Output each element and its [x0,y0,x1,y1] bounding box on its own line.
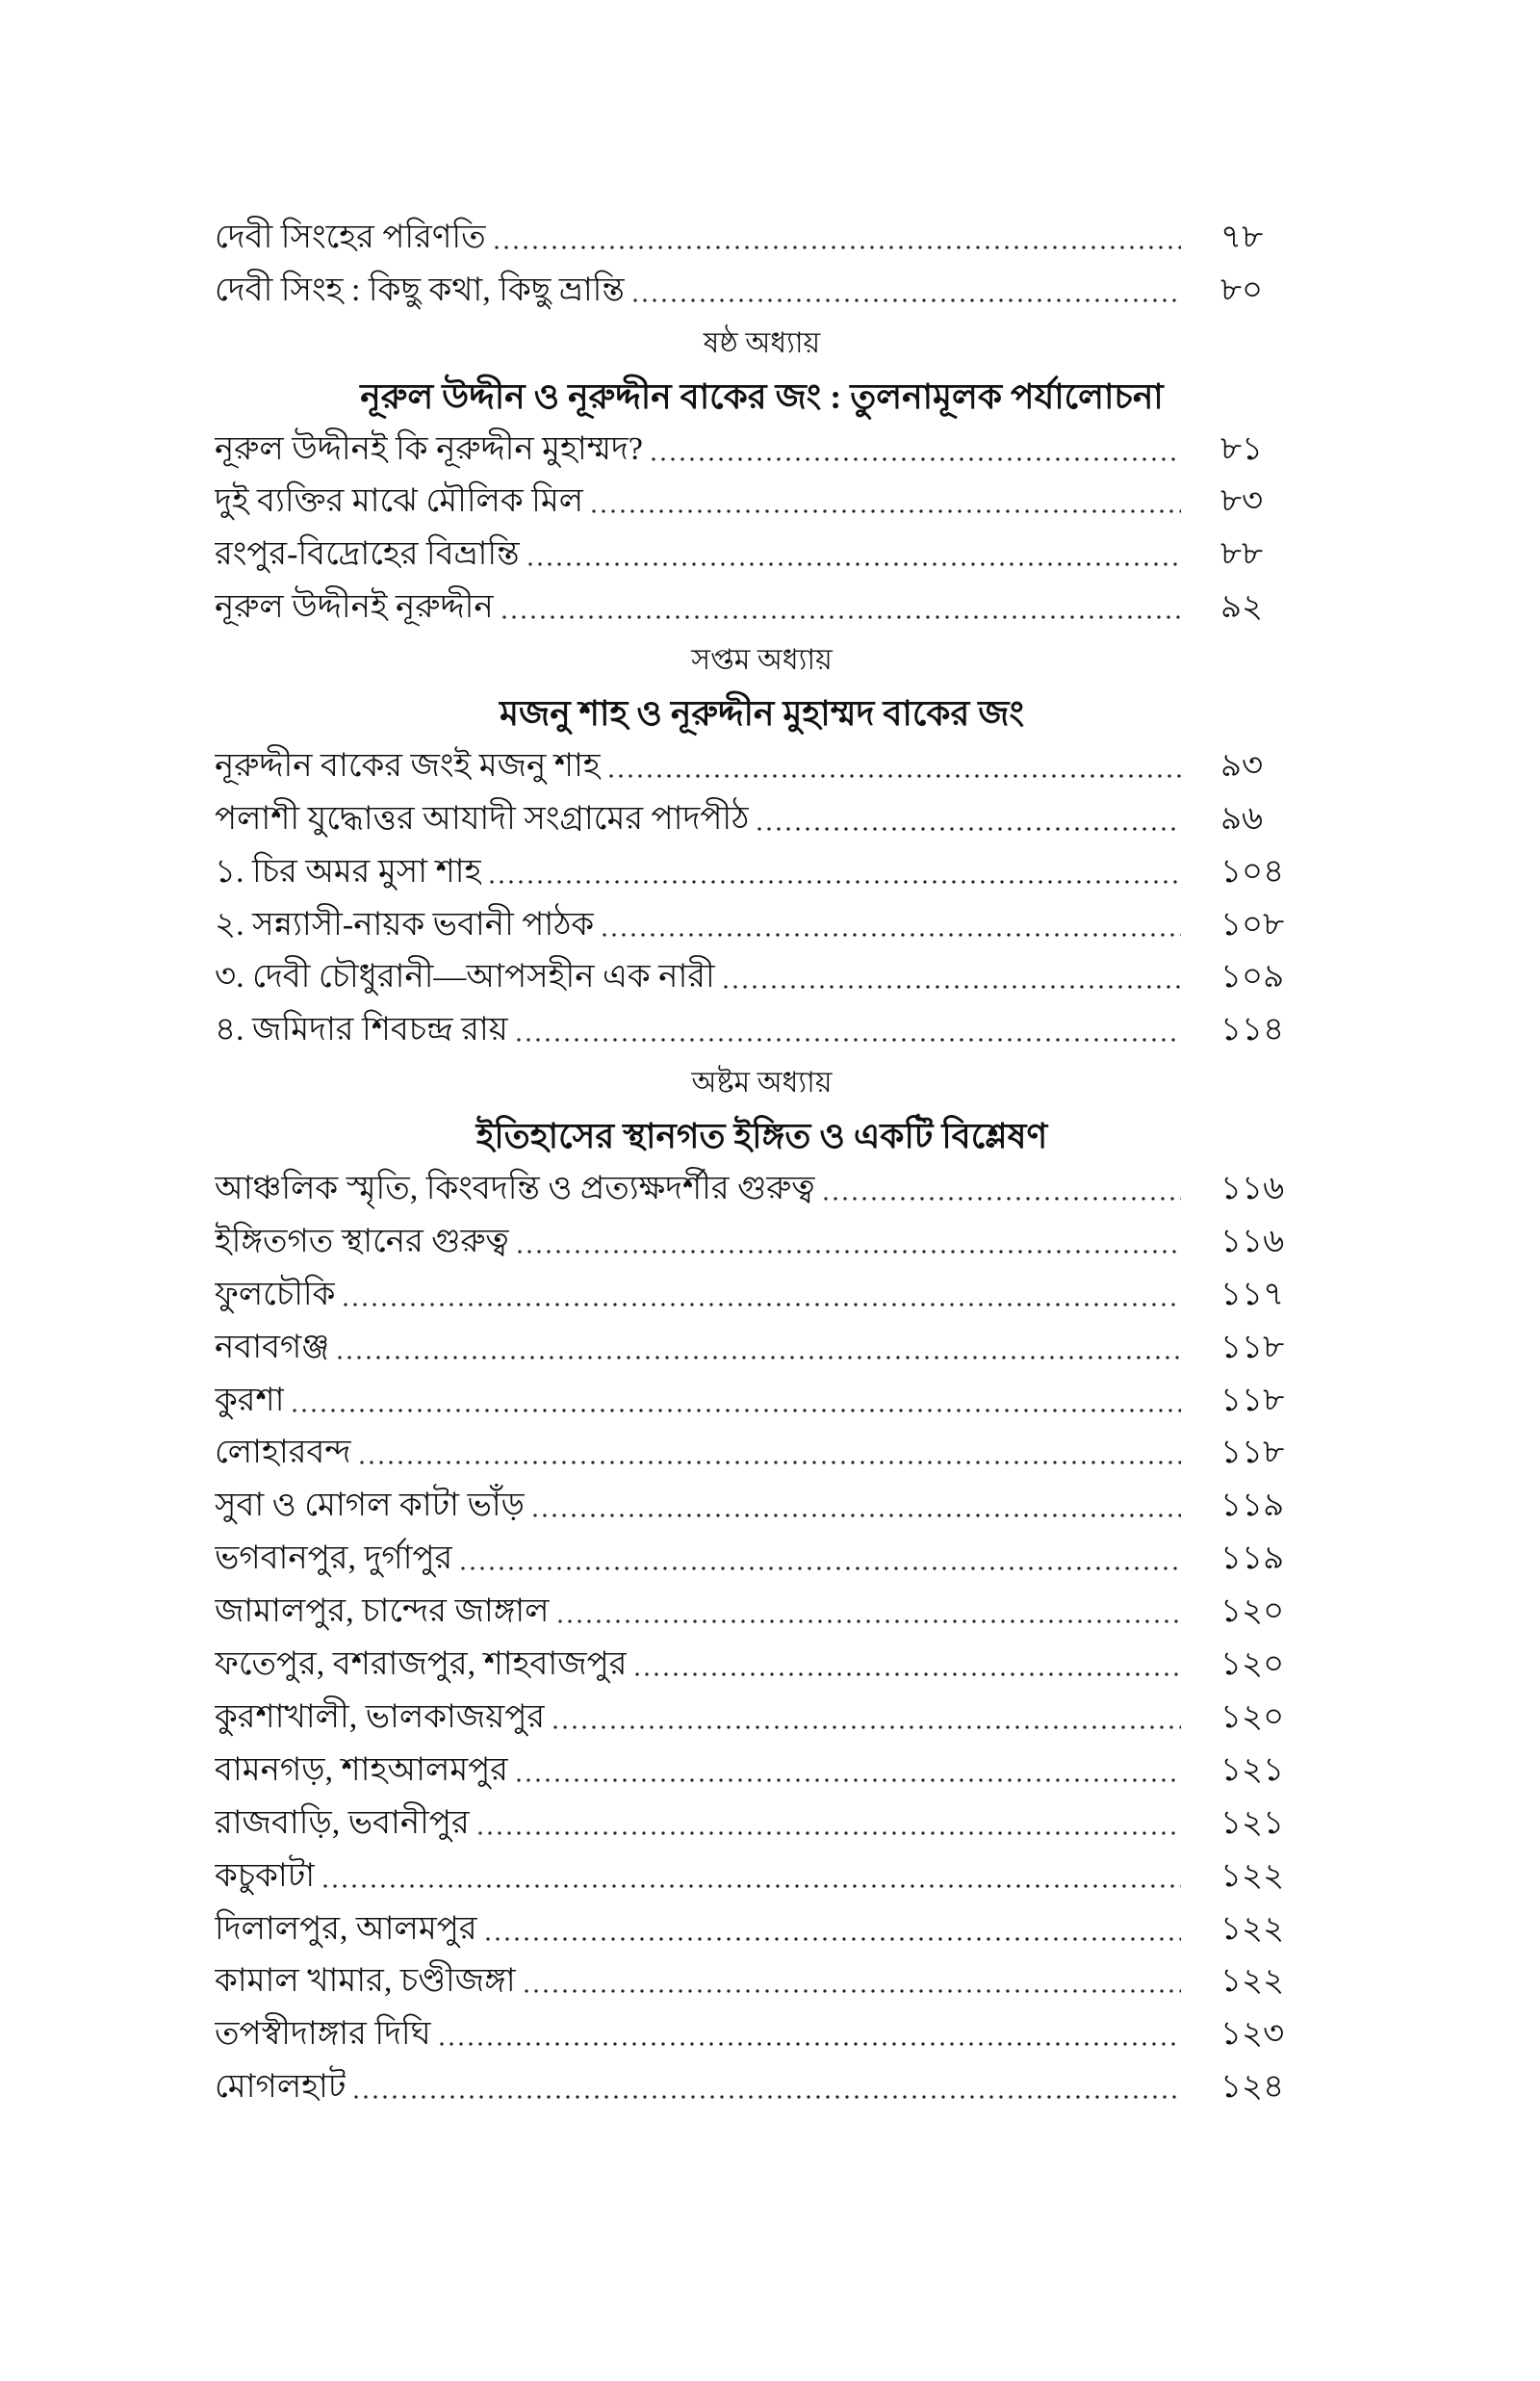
dot-leader [555,1586,1181,1639]
chapter-title: মজনু শাহ ও নূরুদ্দীন মুহাম্মদ বাকের জং [500,694,1024,734]
entry-page-number: ৯৬ [1220,800,1264,837]
entry-title: কচুকাটা [215,1857,316,1894]
entry-title: ২. সন্ন্যাসী-নায়ক ভবানী পাঠক [215,906,595,943]
entry-title: পলাশী যুদ্ধোত্তর আযাদী সংগ্রামের পাদপীঠ [215,800,750,837]
toc-entry [215,793,1309,846]
toc-entry [215,476,1309,529]
dot-leader [649,424,1181,477]
entry-title: নূরুল উদ্দীনই নূরুদ্দীন [215,589,494,626]
dot-leader [487,846,1181,899]
entry-page-number: ৮০ [1220,272,1264,308]
entry-title: কুরশাখালী, ভালকাজয়পুর [215,1698,546,1735]
entry-page-number: ১২০ [1220,1698,1285,1735]
entry-title: রংপুর-বিদ্রোহের বিভ্রান্তি [215,536,520,573]
entry-title: লোহারবন্দ [215,1435,351,1471]
entry-page-number: ১১৯ [1220,1488,1285,1524]
dot-leader [437,2008,1181,2061]
entry-title: ১. চির অমর মুসা শাহ [215,853,482,890]
entry-page-number: ১১৮ [1220,1382,1285,1418]
chapter-label: সপ্তম অধ্যায় [691,644,833,677]
toc-entry [215,846,1309,899]
toc-entry [215,899,1309,952]
entry-page-number: ১১৮ [1220,1329,1285,1365]
entry-title: ফতেপুর, বশরাজপুর, শাহবাজপুর [215,1646,628,1683]
toc-entry [215,1163,1309,1216]
dot-leader [530,1480,1181,1533]
dot-leader [514,1004,1181,1057]
chapter-title: ইতিহাসের স্থানগত ইঙ্গিত ও একটি বিশ্লেষণ [475,1117,1048,1156]
entry-page-number: ৭৮ [1220,220,1264,255]
chapter-label: ষষ্ঠ অধ্যায় [703,326,821,359]
dot-leader [606,740,1181,793]
toc-entry [215,265,1309,318]
dot-leader [483,1903,1181,1956]
table-of-contents [215,212,1309,2114]
chapter-label: অষ্টম অধ্যায় [691,1067,833,1100]
toc-entry [215,1533,1309,1586]
entry-page-number: ১২২ [1220,1963,1285,2000]
dot-leader [351,2061,1181,2114]
toc-entry [215,1903,1309,1956]
toc-entry [215,2008,1309,2061]
entry-title: দিলালপুর, আলমপুর [215,1910,477,1947]
toc-entry [215,1269,1309,1322]
dot-leader [630,265,1181,318]
dot-leader [589,476,1181,529]
entry-title: আঞ্চলিক স্মৃতি, কিংবদন্তি ও প্রত্যক্ষদর্শীর গুরুত্ব [215,1171,815,1207]
entry-page-number: ১২২ [1220,1910,1285,1947]
chapter-title: নূরুল উদ্দীন ও নূরুদ্দীন বাকের জং : তুলনামূলক পর্যালোচনা [360,376,1164,416]
entry-page-number: ৯২ [1220,589,1264,626]
entry-page-number: ১০৮ [1220,906,1285,943]
entry-page-number: ১২০ [1220,1646,1285,1683]
entry-page-number: ১১৯ [1220,1540,1285,1577]
toc-entry [215,424,1309,477]
entry-page-number: ১২২ [1220,1857,1285,1894]
toc-entry [215,2061,1309,2114]
entry-title: ৩. দেবী চৌধুরানী—আপসহীন এক নারী [215,959,715,996]
dot-leader [341,1269,1181,1322]
toc-entry [215,1322,1309,1375]
dot-leader [515,1216,1181,1269]
entry-title: নূরুদ্দীন বাকের জংই মজনু শাহ [215,747,601,784]
entry-title: ভগবানপুর, দুর্গাপুর [215,1540,453,1577]
entry-page-number: ১০৪ [1220,853,1285,890]
entry-page-number: ৮৮ [1220,536,1264,573]
entry-page-number: ১০৯ [1220,959,1285,996]
toc-entry [215,740,1309,793]
dot-leader [522,1955,1181,2008]
dot-leader [721,951,1181,1004]
dot-leader [500,582,1181,634]
toc-entry [215,1216,1309,1269]
dot-leader [514,1745,1181,1798]
dot-leader [526,529,1181,582]
entry-title: দুই ব্যক্তির মাঝে মৌলিক মিল [215,483,584,520]
dot-leader [755,793,1181,846]
entry-page-number: ৮৩ [1220,483,1264,520]
dot-leader [632,1639,1181,1692]
toc-entry [215,1955,1309,2008]
dot-leader [458,1533,1181,1586]
entry-page-number: ১২৪ [1220,2069,1285,2106]
toc-entry [215,1745,1309,1798]
entry-page-number: ১১৬ [1220,1223,1285,1259]
entry-page-number: ১১৮ [1220,1435,1285,1471]
toc-entry [215,1480,1309,1533]
toc-entry [215,1692,1309,1745]
entry-page-number: ১১৪ [1220,1012,1285,1048]
dot-leader [551,1692,1181,1745]
entry-title: নবাবগঞ্জ [215,1329,330,1365]
toc-entry [215,1375,1309,1428]
toc-entry [215,1427,1309,1480]
toc-entry [215,1586,1309,1639]
entry-page-number: ১১৬ [1220,1171,1285,1207]
entry-title: জামালপুর, চান্দের জাঙ্গাল [215,1593,550,1630]
entry-title: কামাল খামার, চণ্ডীজঙ্গা [215,1963,516,2000]
dot-leader [475,1798,1181,1850]
entry-page-number: ১২১ [1220,1751,1285,1788]
toc-entry [215,1004,1309,1057]
entry-title: তপস্বীদাঙ্গার দিঘি [215,2016,431,2053]
entry-title: ৪. জমিদার শিবচন্দ্র রায় [215,1012,508,1048]
entry-page-number: ১২১ [1220,1804,1285,1841]
toc-entry [215,529,1309,582]
toc-entry [215,1639,1309,1692]
entry-title: ফুলচৌকি [215,1276,336,1312]
dot-leader [492,212,1181,265]
entry-page-number: ৮১ [1220,430,1264,467]
dot-leader [321,1850,1181,1903]
entry-title: বামনগড়, শাহআলমপুর [215,1751,509,1788]
entry-title: মোগলহাট [215,2069,346,2106]
toc-entry [215,212,1309,265]
toc-entry [215,582,1309,634]
entry-page-number: ১২৩ [1220,2016,1285,2053]
entry-title: দেবী সিংহের পরিণতি [215,220,486,255]
entry-page-number: ১১৭ [1220,1276,1285,1312]
toc-entry [215,1798,1309,1850]
toc-entry [215,1850,1309,1903]
entry-title: কুরশা [215,1382,285,1418]
entry-page-number: ৯৩ [1220,747,1264,784]
toc-entry [215,951,1309,1004]
dot-leader [600,899,1181,952]
entry-title: সুবা ও মোগল কাটা ভাঁড় [215,1488,525,1524]
dot-leader [357,1427,1181,1480]
entry-title: নূরুল উদ্দীনই কি নূরুদ্দীন মুহাম্মদ? [215,430,643,467]
dot-leader [290,1375,1181,1428]
dot-leader [821,1163,1181,1216]
entry-page-number: ১২০ [1220,1593,1285,1630]
dot-leader [335,1322,1181,1375]
entry-title: দেবী সিংহ : কিছু কথা, কিছু ভ্রান্তি [215,272,625,308]
entry-title: ইঙ্গিতগত স্থানের গুরুত্ব [215,1223,509,1259]
entry-title: রাজবাড়ি, ভবানীপুর [215,1804,470,1841]
